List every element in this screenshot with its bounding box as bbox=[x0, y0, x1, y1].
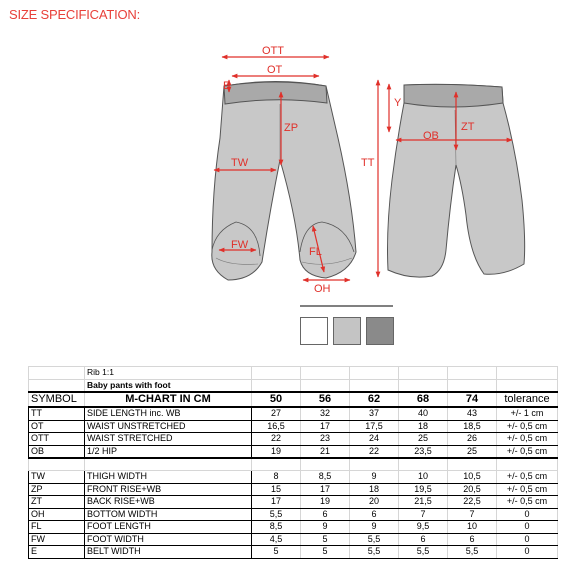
header-size: 62 bbox=[350, 392, 399, 407]
row-value: 5,5 bbox=[350, 546, 399, 559]
page-heading: SIZE SPECIFICATION: bbox=[9, 7, 141, 22]
info-row bbox=[29, 367, 558, 380]
table-row bbox=[29, 508, 558, 521]
row-value: 6 bbox=[301, 508, 350, 521]
row-value: 19 bbox=[301, 496, 350, 509]
table-row bbox=[29, 471, 558, 484]
row-value: 5,5 bbox=[448, 546, 497, 559]
swatch-dark-grey bbox=[366, 317, 394, 345]
row-tolerance: +/- 0,5 cm bbox=[497, 471, 558, 484]
row-value: 5,5 bbox=[350, 533, 399, 546]
row-value: 5 bbox=[301, 546, 350, 559]
row-value: 10 bbox=[448, 521, 497, 534]
table-row bbox=[29, 407, 558, 420]
row-symbol: FW bbox=[29, 533, 85, 546]
row-tolerance: 0 bbox=[497, 508, 558, 521]
table-row bbox=[29, 445, 558, 458]
row-value: 9,5 bbox=[399, 521, 448, 534]
row-description: BACK RISE+WB bbox=[85, 496, 252, 509]
row-value: 4,5 bbox=[252, 533, 301, 546]
label-zt: ZT bbox=[461, 121, 475, 133]
label-tt: TT bbox=[361, 157, 375, 169]
row-description: SIDE LENGTH inc. WB bbox=[85, 407, 252, 420]
header-row bbox=[29, 392, 558, 407]
row-value: 25 bbox=[399, 433, 448, 446]
row-value: 9 bbox=[301, 521, 350, 534]
row-symbol: OTT bbox=[29, 433, 85, 446]
label-fw: FW bbox=[231, 239, 249, 251]
row-symbol: TW bbox=[29, 471, 85, 484]
row-symbol: ZP bbox=[29, 483, 85, 496]
row-value: 23 bbox=[301, 433, 350, 446]
table-row bbox=[29, 496, 558, 509]
label-oh: OH bbox=[314, 283, 331, 295]
row-value: 21 bbox=[301, 445, 350, 458]
label-fl: FL bbox=[309, 246, 322, 258]
header-size: 50 bbox=[252, 392, 301, 407]
row-value: 24 bbox=[350, 433, 399, 446]
table-row bbox=[29, 433, 558, 446]
row-value: 26 bbox=[448, 433, 497, 446]
row-description: FOOT WIDTH bbox=[85, 533, 252, 546]
header-size: 68 bbox=[399, 392, 448, 407]
row-value: 37 bbox=[350, 407, 399, 420]
row-value: 5 bbox=[252, 546, 301, 559]
row-description: 1/2 HIP bbox=[85, 445, 252, 458]
row-value: 18,5 bbox=[448, 420, 497, 433]
header-symbol: SYMBOL bbox=[29, 392, 85, 407]
row-value: 20,5 bbox=[448, 483, 497, 496]
row-tolerance: 0 bbox=[497, 533, 558, 546]
row-value: 17 bbox=[301, 483, 350, 496]
row-description: WAIST UNSTRETCHED bbox=[85, 420, 252, 433]
row-tolerance: +/- 0,5 cm bbox=[497, 420, 558, 433]
row-symbol: OT bbox=[29, 420, 85, 433]
info-row bbox=[29, 379, 558, 392]
swatch-white bbox=[300, 317, 328, 345]
row-description: BOTTOM WIDTH bbox=[85, 508, 252, 521]
row-value: 5 bbox=[301, 533, 350, 546]
row-value: 10,5 bbox=[448, 471, 497, 484]
row-value: 7 bbox=[448, 508, 497, 521]
row-description: WAIST STRETCHED bbox=[85, 433, 252, 446]
row-value: 19,5 bbox=[399, 483, 448, 496]
row-value: 32 bbox=[301, 407, 350, 420]
row-tolerance: +/- 0,5 cm bbox=[497, 483, 558, 496]
label-zp: ZP bbox=[284, 122, 299, 134]
row-description: THIGH WIDTH bbox=[85, 471, 252, 484]
info-rib: Rib 1:1 bbox=[85, 367, 252, 380]
row-value: 6 bbox=[399, 533, 448, 546]
row-value: 20 bbox=[350, 496, 399, 509]
table-row bbox=[29, 533, 558, 546]
row-value: 17,5 bbox=[350, 420, 399, 433]
label-ob: OB bbox=[423, 130, 439, 142]
row-value: 8,5 bbox=[301, 471, 350, 484]
row-value: 23,5 bbox=[399, 445, 448, 458]
row-description: FRONT RISE+WB bbox=[85, 483, 252, 496]
header-size: 56 bbox=[301, 392, 350, 407]
row-description: BELT WIDTH bbox=[85, 546, 252, 559]
row-value: 21,5 bbox=[399, 496, 448, 509]
row-tolerance: +/- 0,5 cm bbox=[497, 445, 558, 458]
row-value: 6 bbox=[448, 533, 497, 546]
row-value: 22 bbox=[350, 445, 399, 458]
color-swatches bbox=[300, 317, 394, 345]
row-symbol: OH bbox=[29, 508, 85, 521]
row-value: 27 bbox=[252, 407, 301, 420]
row-value: 5,5 bbox=[399, 546, 448, 559]
size-chart-table bbox=[28, 366, 558, 559]
label-ot: OT bbox=[267, 64, 283, 76]
row-tolerance: +/- 0,5 cm bbox=[497, 433, 558, 446]
header-tolerance: tolerance bbox=[497, 392, 558, 407]
label-tw: TW bbox=[231, 157, 249, 169]
row-value: 5,5 bbox=[252, 508, 301, 521]
row-value: 22,5 bbox=[448, 496, 497, 509]
row-value: 7 bbox=[399, 508, 448, 521]
table-row bbox=[29, 483, 558, 496]
row-value: 6 bbox=[350, 508, 399, 521]
row-tolerance: +/- 0,5 cm bbox=[497, 496, 558, 509]
row-symbol: OB bbox=[29, 445, 85, 458]
row-tolerance: +/- 1 cm bbox=[497, 407, 558, 420]
row-value: 22 bbox=[252, 433, 301, 446]
row-value: 9 bbox=[350, 471, 399, 484]
row-symbol: ZT bbox=[29, 496, 85, 509]
row-value: 25 bbox=[448, 445, 497, 458]
row-value: 17 bbox=[301, 420, 350, 433]
row-value: 8 bbox=[252, 471, 301, 484]
header-size: 74 bbox=[448, 392, 497, 407]
table-row bbox=[29, 521, 558, 534]
row-symbol: FL bbox=[29, 521, 85, 534]
row-tolerance: 0 bbox=[497, 521, 558, 534]
row-tolerance: 0 bbox=[497, 546, 558, 559]
row-value: 9 bbox=[350, 521, 399, 534]
row-symbol: TT bbox=[29, 407, 85, 420]
row-value: 40 bbox=[399, 407, 448, 420]
row-description: FOOT LENGTH bbox=[85, 521, 252, 534]
info-product: Baby pants with foot bbox=[85, 379, 252, 392]
label-y: Y bbox=[394, 97, 402, 109]
row-value: 19 bbox=[252, 445, 301, 458]
swatch-light-grey bbox=[333, 317, 361, 345]
row-value: 16,5 bbox=[252, 420, 301, 433]
row-value: 43 bbox=[448, 407, 497, 420]
row-value: 10 bbox=[399, 471, 448, 484]
row-symbol: E bbox=[29, 546, 85, 559]
row-value: 17 bbox=[252, 496, 301, 509]
row-value: 18 bbox=[399, 420, 448, 433]
header-title: M-CHART IN CM bbox=[85, 392, 252, 407]
table-row bbox=[29, 546, 558, 559]
row-value: 15 bbox=[252, 483, 301, 496]
label-ott: OTT bbox=[262, 45, 284, 57]
row-value: 8,5 bbox=[252, 521, 301, 534]
table-row bbox=[29, 420, 558, 433]
row-value: 18 bbox=[350, 483, 399, 496]
spacer-row bbox=[29, 458, 558, 471]
label-e: E bbox=[223, 80, 231, 92]
